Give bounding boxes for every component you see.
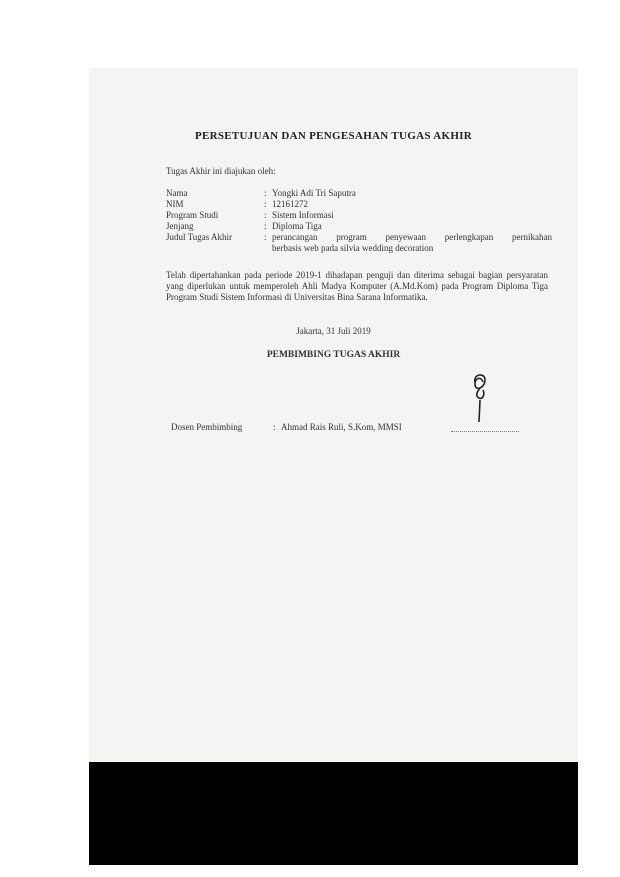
field-separator: : <box>264 199 267 209</box>
field-label: Nama <box>166 188 188 198</box>
field-separator: : <box>264 210 267 220</box>
field-value: Sistem Informasi <box>272 210 334 220</box>
field-label: Judul Tugas Akhir <box>166 232 233 242</box>
place-date: Jakarta, 31 Juli 2019 <box>296 326 371 336</box>
field-value-line2: berbasis web pada silvia wedding decoration <box>272 243 434 253</box>
field-jenjang <box>166 221 566 232</box>
scan-black-band <box>89 762 578 865</box>
field-value: Diploma Tiga <box>272 221 322 231</box>
advisor-row-asisten-placeholder <box>171 427 561 441</box>
document-page <box>89 68 578 762</box>
field-nim <box>166 199 566 210</box>
field-judul <box>166 232 566 254</box>
intro-text: Tugas Akhir ini diajukan oleh: <box>166 166 276 176</box>
advisor-separator: : <box>273 422 276 432</box>
field-separator: : <box>264 232 267 242</box>
approval-paragraph: Telah dipertahankan pada periode 2019-1 dihadapan penguji dan diterima sebagai bagian persyaratan yang diperlukan untuk memperoleh Ahli Madya Komputer (A.Md.Kom) pada Program Diploma Tiga Program Studi Sistem Informasi di Universitas Bina Sarana Informatika. <box>166 270 548 302</box>
field-nama <box>166 188 566 199</box>
signature-dosen-pembimbing <box>461 370 501 425</box>
field-separator: : <box>264 221 267 231</box>
advisor-label: Dosen Pembimbing <box>171 422 243 432</box>
field-label: Jenjang <box>166 221 194 231</box>
field-label: NIM <box>166 199 184 209</box>
field-label: Program Studi <box>166 210 219 220</box>
field-program-studi <box>166 210 566 221</box>
advisor-section-title: PEMBIMBING TUGAS AKHIR <box>266 350 401 360</box>
field-value: 12161272 <box>272 199 308 209</box>
field-value: perancangan program penyewaan perlengkapan pernikahan <box>272 232 552 242</box>
field-value: Yongki Adi Tri Saputra <box>272 188 356 198</box>
field-separator: : <box>264 188 267 198</box>
document-title: PERSETUJUAN DAN PENGESAHAN TUGAS AKHIR <box>194 130 473 142</box>
advisor-name: Ahmad Rais Ruli, S.Kom, MMSI <box>281 422 402 432</box>
